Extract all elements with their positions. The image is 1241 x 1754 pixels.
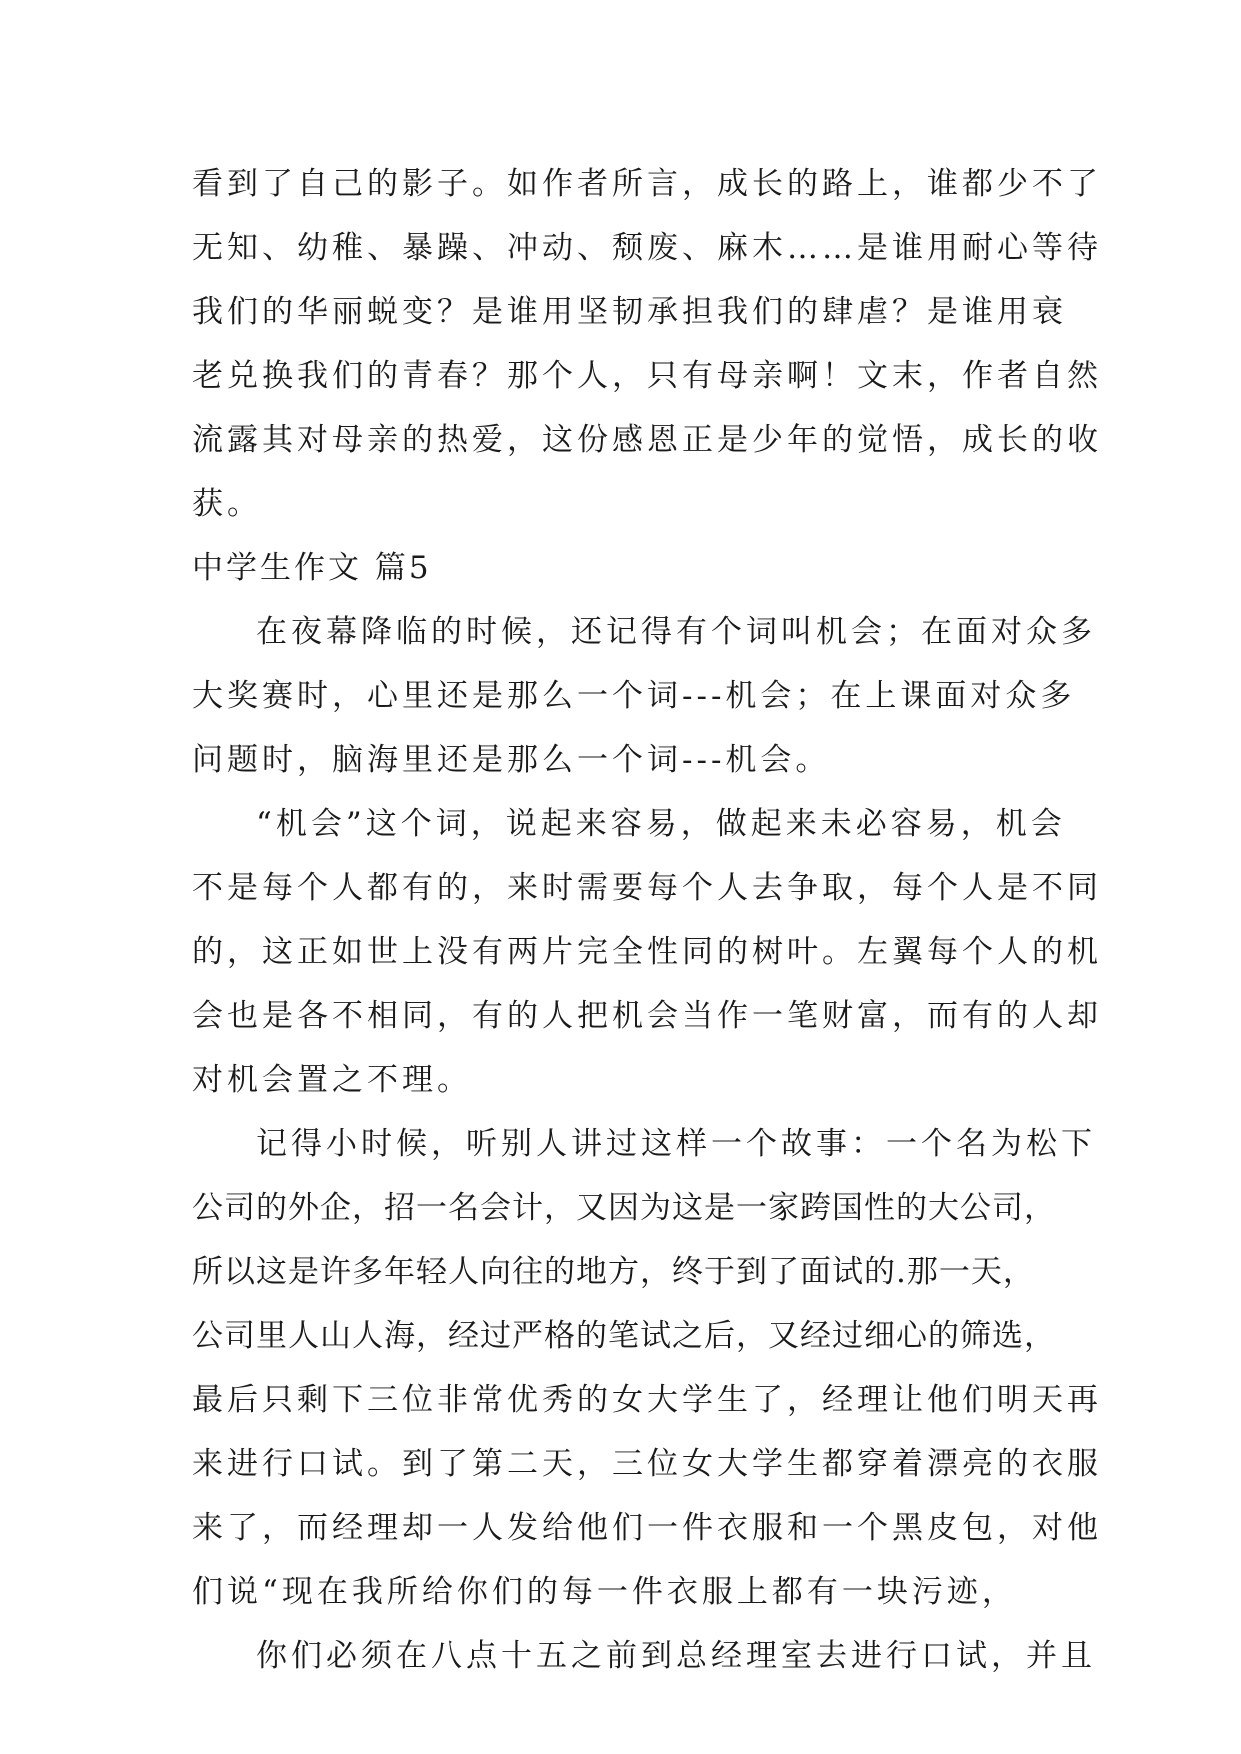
text-line: 公司的外企，招一名会计，又因为这是一家跨国性的大公司，: [192, 1190, 1056, 1226]
paragraph-first-line: 记得小时候，听别人讲过这样一个故事：一个名为松下: [256, 1126, 1096, 1162]
text-line: 流露其对母亲的热爱，这份感恩正是少年的觉悟，成长的收: [192, 422, 1102, 458]
text-line: 会也是各不相同，有的人把机会当作一笔财富，而有的人却: [192, 998, 1102, 1034]
text-line: 不是每个人都有的，来时需要每个人去争取，每个人是不同: [192, 870, 1102, 906]
text-line: 所以这是许多年轻人向往的地方，终于到了面试的.那一天，: [192, 1254, 1035, 1290]
paragraph-first-line: 你们必须在八点十五之前到总经理室去进行口试，并且: [256, 1638, 1096, 1674]
text-line: 无知、幼稚、暴躁、冲动、颓废、麻木……是谁用耐心等待: [192, 230, 1102, 266]
text-line: 我们的华丽蜕变？是谁用坚韧承担我们的肆虐？是谁用衰: [192, 294, 1067, 330]
text-line: 对机会置之不理。: [192, 1062, 472, 1098]
document-page: [192, 152, 1102, 1688]
paragraph-first-line: “机会”这个词，说起来容易，做起来未必容易，机会: [256, 806, 1066, 842]
section-heading: 中学生作文 篇5: [192, 550, 432, 586]
text-line: 老兑换我们的青春？那个人，只有母亲啊！文末，作者自然: [192, 358, 1102, 394]
text-line: 来了，而经理却一人发给他们一件衣服和一个黑皮包，对他: [192, 1510, 1102, 1546]
text-line: 最后只剩下三位非常优秀的女大学生了，经理让他们明天再: [192, 1382, 1102, 1418]
text-line: 的，这正如世上没有两片完全性同的树叶。左翼每个人的机: [192, 934, 1102, 970]
text-line: 获。: [192, 486, 262, 522]
text-line: 们说“现在我所给你们的每一件衣服上都有一块污迹，: [192, 1574, 1017, 1610]
text-line: 来进行口试。到了第二天，三位女大学生都穿着漂亮的衣服: [192, 1446, 1102, 1482]
paragraph-first-line: 在夜幕降临的时候，还记得有个词叫机会；在面对众多: [256, 614, 1096, 650]
text-line: 公司里人山人海，经过严格的笔试之后，又经过细心的筛选，: [192, 1318, 1056, 1354]
text-line: 问题时，脑海里还是那么一个词---机会。: [192, 742, 831, 778]
text-line: 大奖赛时，心里还是那么一个词---机会；在上课面对众多: [192, 678, 1076, 714]
text-line: 看到了自己的影子。如作者所言，成长的路上，谁都少不了: [192, 166, 1102, 202]
